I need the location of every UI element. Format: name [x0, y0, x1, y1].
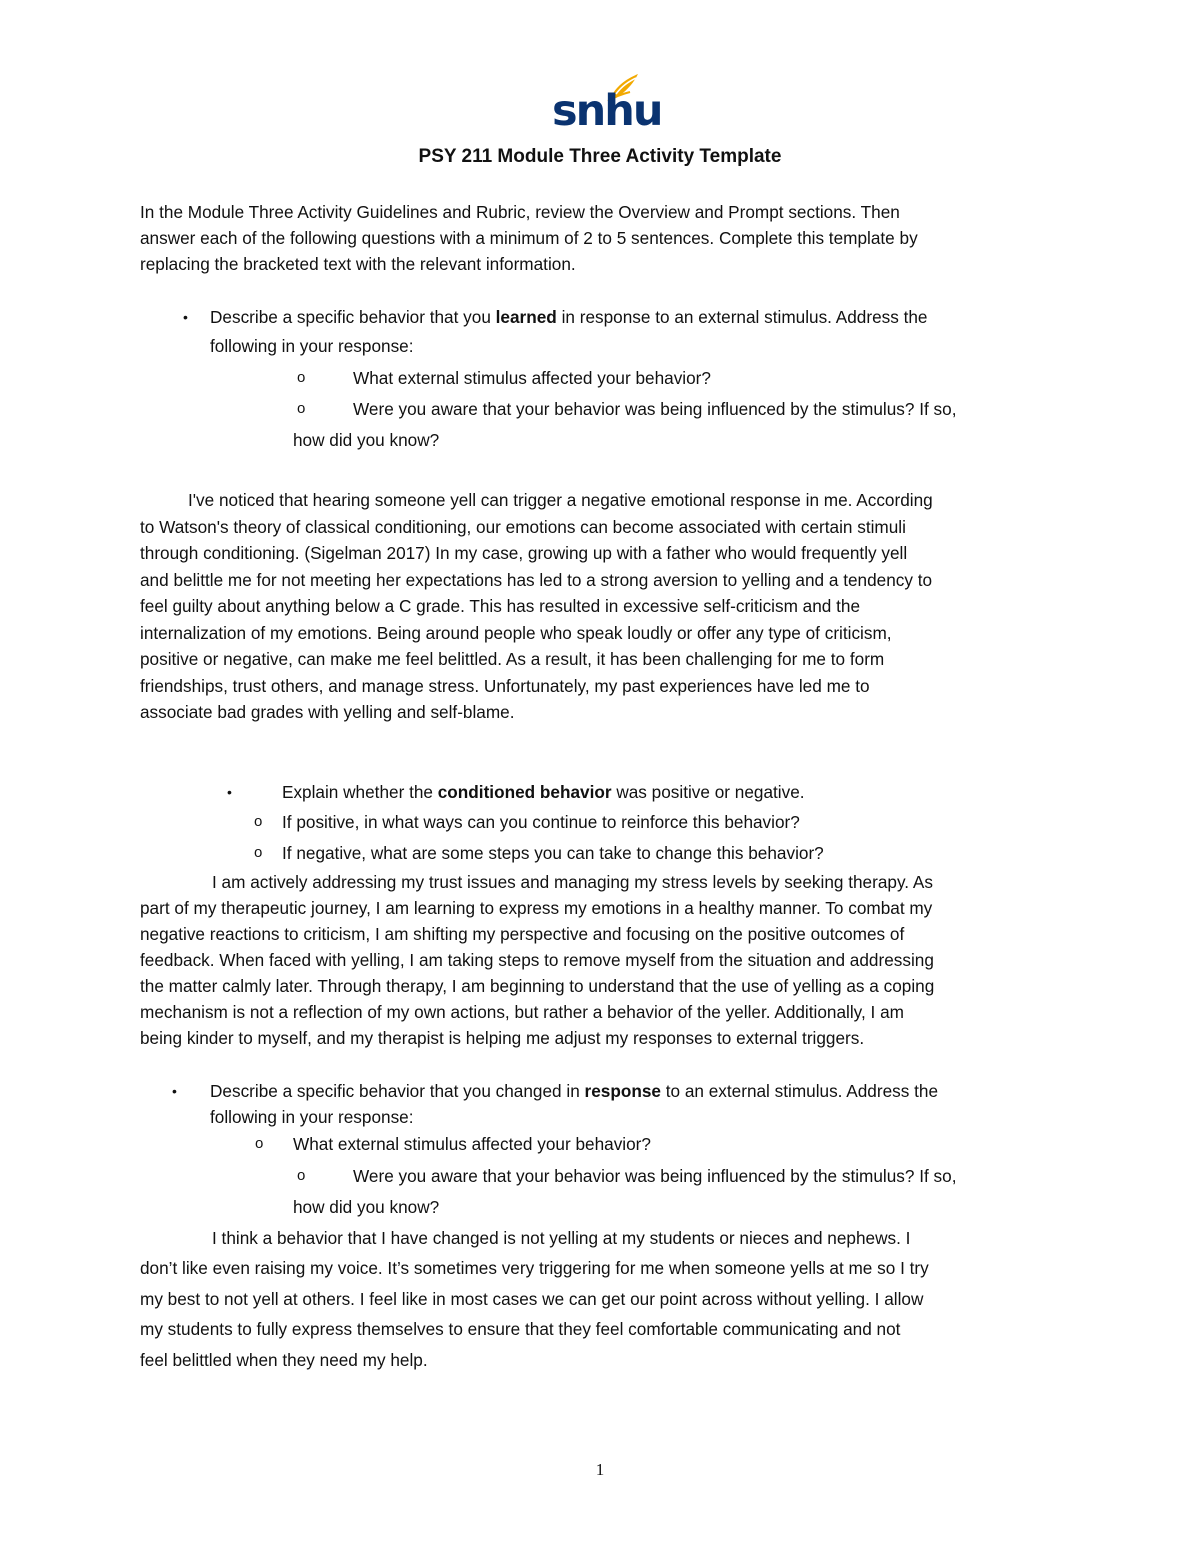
answer-3-line: don’t like even raising my voice. It’s sometimes very triggering for me when someone yells at me so I try: [140, 1258, 929, 1278]
answer-1-line: through conditioning. (Sigelman 2017) In my case, growing up with a father who would frequently yell: [140, 543, 908, 563]
question-1-sub-2-continued: how did you know?: [293, 430, 440, 450]
question-3: Describe a specific behavior that you changed in response to an external stimulus. Address the: [210, 1081, 939, 1101]
answer-2-line: the matter calmly later. Through therapy, I am beginning to understand that the use of yelling as a coping: [140, 976, 935, 996]
answer-2-line: feedback. When faced with yelling, I am taking steps to remove myself from the situation and addressing: [140, 950, 934, 970]
bullet-icon: •: [227, 784, 232, 800]
answer-1-line: positive or negative, can make me feel belittled. As a result, it has been challenging for me to form: [140, 649, 885, 669]
question-1-sub-2: Were you aware that your behavior was being influenced by the stimulus? If so,: [353, 399, 957, 419]
question-3-continued: following in your response:: [210, 1107, 414, 1127]
intro-line: replacing the bracketed text with the relevant information.: [140, 254, 576, 274]
question-1-sub-1: What external stimulus affected your behavior?: [353, 368, 711, 388]
question-2-sub-1: If positive, in what ways can you continue to reinforce this behavior?: [282, 812, 800, 832]
sub-bullet-icon: o: [254, 844, 263, 861]
answer-1-line: I've noticed that hearing someone yell can trigger a negative emotional response in me. According: [188, 490, 933, 510]
page-title: PSY 211 Module Three Activity Template: [418, 146, 782, 167]
answer-1-line: friendships, trust others, and manage stress. Unfortunately, my past experiences have led me to: [140, 676, 870, 696]
answer-3-line: feel belittled when they need my help.: [140, 1350, 428, 1370]
answer-1-line: to Watson's theory of classical conditioning, our emotions can become associated with certain stimuli: [140, 517, 906, 537]
bullet-icon: •: [172, 1083, 177, 1099]
intro-line: answer each of the following questions with a minimum of 2 to 5 sentences. Complete this template by: [140, 228, 918, 248]
answer-1-line: feel guilty about anything below a C grade. This has resulted in excessive self-criticism and the: [140, 596, 861, 616]
question-3-sub-1: What external stimulus affected your behavior?: [293, 1134, 651, 1154]
bullet-icon: •: [183, 309, 188, 325]
sub-bullet-icon: o: [297, 1167, 306, 1184]
question-3-sub-2: Were you aware that your behavior was being influenced by the stimulus? If so,: [353, 1166, 957, 1186]
answer-2-line: part of my therapeutic journey, I am learning to express my emotions in a healthy manner. To combat my: [140, 898, 933, 918]
snhu-logo: [552, 72, 662, 138]
answer-1-line: and belittle me for not meeting her expectations has led to a strong aversion to yelling and a tendency to: [140, 570, 933, 590]
answer-1-line: internalization of my emotions. Being around people who speak loudly or offer any type of criticism,: [140, 623, 892, 643]
answer-2-line: negative reactions to criticism, I am shifting my perspective and focusing on the positive outcomes of: [140, 924, 905, 944]
answer-3-line: my best to not yell at others. I feel like in most cases we can get our point across without yelling. I allow: [140, 1289, 924, 1309]
sub-bullet-icon: o: [297, 400, 306, 417]
sub-bullet-icon: o: [254, 813, 263, 830]
answer-3-line: my students to fully express themselves to ensure that they feel comfortable communicating and not: [140, 1319, 901, 1339]
answer-2-line: mechanism is not a reflection of my own actions, but rather a behavior of the yeller. Additionally, I am: [140, 1002, 904, 1022]
answer-3-line: I think a behavior that I have changed is not yelling at my students or nieces and nephews. I: [212, 1228, 911, 1248]
question-2: Explain whether the conditioned behavior was positive or negative.: [282, 782, 805, 802]
question-3-sub-2-continued: how did you know?: [293, 1197, 440, 1217]
sub-bullet-icon: o: [255, 1135, 264, 1152]
logo-wordmark: snhu: [552, 86, 662, 136]
question-2-sub-2: If negative, what are some steps you can take to change this behavior?: [282, 843, 824, 863]
question-1: Describe a specific behavior that you learned in response to an external stimulus. Address the: [210, 307, 928, 327]
question-1-continued: following in your response:: [210, 336, 414, 356]
intro-line: In the Module Three Activity Guidelines and Rubric, review the Overview and Prompt sections. Then: [140, 202, 900, 222]
answer-2-line: I am actively addressing my trust issues and managing my stress levels by seeking therapy. As: [212, 872, 933, 892]
sub-bullet-icon: o: [297, 369, 306, 386]
answer-1-line: associate bad grades with yelling and self-blame.: [140, 702, 515, 722]
page-number: 1: [595, 1460, 605, 1479]
answer-2-line: being kinder to myself, and my therapist is helping me adjust my responses to external triggers.: [140, 1028, 865, 1048]
